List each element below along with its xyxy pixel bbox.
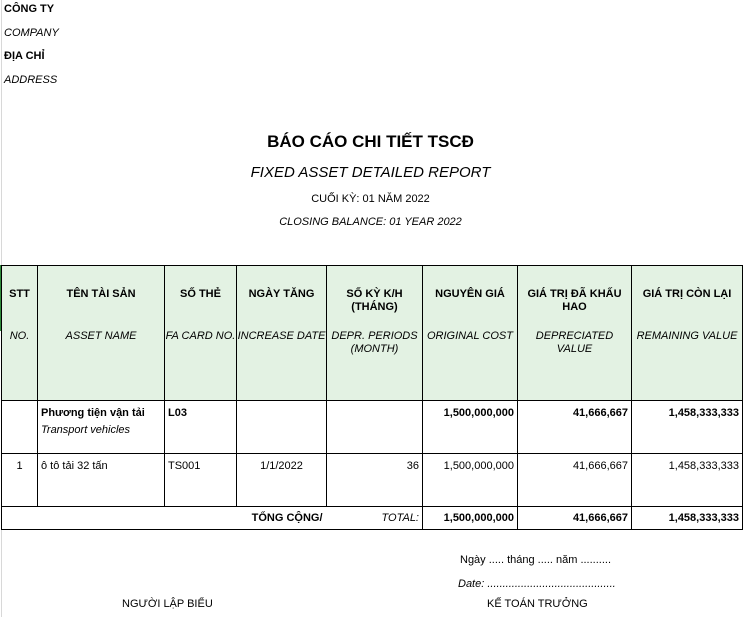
col-header-remaining-value: GIÁ TRỊ CÒN LẠI REMAINING VALUE — [632, 266, 743, 401]
total-depreciated-cell: 41,666,667 — [518, 507, 632, 530]
signature-date-en: Date: .......................................... — [458, 578, 616, 590]
item-card-no-cell: TS001 — [165, 454, 237, 507]
total-label-en-cell: TOTAL: — [327, 507, 423, 530]
group-depreciated-cell: 41,666,667 — [518, 401, 632, 454]
col-header-increase-date: NGÀY TĂNG INCREASE DATE — [237, 266, 327, 401]
total-row[interactable] — [2, 507, 743, 530]
col-header-card-no: SỐ THẺ FA CARD NO. — [165, 266, 237, 401]
report-title-en: FIXED ASSET DETAILED REPORT — [250, 164, 491, 181]
group-name-cell: Phương tiện vận tải Transport vehicles — [38, 401, 165, 454]
group-periods-cell — [327, 401, 423, 454]
address-label-en: ADDRESS — [4, 74, 58, 86]
group-original-cost-cell: 1,500,000,000 — [423, 401, 518, 454]
col-header-depreciated-value: GIÁ TRỊ ĐÃ KHẤU HAO DEPRECIATED VALUE — [518, 266, 632, 401]
table-row[interactable] — [2, 454, 743, 507]
group-no-cell — [2, 401, 38, 454]
item-original-cost-cell: 1,500,000,000 — [423, 454, 518, 507]
total-original-cost-cell: 1,500,000,000 — [423, 507, 518, 530]
item-periods-cell: 36 — [327, 454, 423, 507]
group-row[interactable] — [2, 401, 743, 454]
total-label-cell: TỔNG CỘNG/ — [2, 507, 327, 530]
col-header-asset-name: TÊN TÀI SẢN ASSET NAME — [38, 266, 165, 401]
report-period: CUỐI KỲ: 01 NĂM 2022 — [311, 193, 430, 205]
signature-date-vn: Ngày ..... tháng ..... năm .......... — [460, 554, 612, 566]
item-no-cell: 1 — [2, 454, 38, 507]
preparer-signature-label: NGƯỜI LẬP BIỂU — [122, 598, 213, 610]
item-name-cell: ô tô tải 32 tấn — [38, 454, 165, 507]
col-header-original-cost: NGUYÊN GIÁ ORIGINAL COST — [423, 266, 518, 401]
address-label: ĐỊA CHỈ — [4, 50, 45, 62]
fixed-asset-table — [1, 265, 743, 530]
item-remaining-cell: 1,458,333,333 — [632, 454, 743, 507]
total-remaining-cell: 1,458,333,333 — [632, 507, 743, 530]
table-header-row — [2, 266, 743, 401]
report-title: BÁO CÁO CHI TIẾT TSCĐ — [267, 132, 474, 151]
chief-accountant-signature-label: KẾ TOÁN TRƯỞNG — [487, 598, 588, 610]
group-card-no-cell: L03 — [165, 401, 237, 454]
col-header-no: STT NO. — [2, 266, 38, 401]
group-remaining-cell: 1,458,333,333 — [632, 401, 743, 454]
col-header-depr-periods: SỐ KỲ K/H (THÁNG) DEPR. PERIODS (MONTH) — [327, 266, 423, 401]
company-label: CÔNG TY — [4, 3, 55, 15]
item-depreciated-cell: 41,666,667 — [518, 454, 632, 507]
group-date-cell — [237, 401, 327, 454]
report-period-en: CLOSING BALANCE: 01 YEAR 2022 — [279, 216, 462, 228]
item-increase-date-cell: 1/1/2022 — [237, 454, 327, 507]
company-label-en: COMPANY — [4, 27, 59, 39]
